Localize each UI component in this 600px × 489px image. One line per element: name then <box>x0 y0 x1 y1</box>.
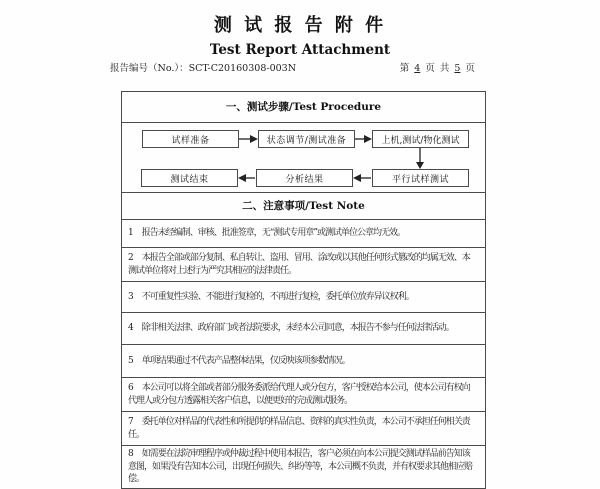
section-2-header: 二、注意事项/Test Note <box>122 192 485 219</box>
document-meta-row <box>110 60 476 74</box>
report-number-label: 报告编号（No.）： <box>110 63 189 74</box>
note-row-3 <box>122 281 485 312</box>
note-number: 6 <box>128 383 134 393</box>
page-indicator <box>399 60 476 74</box>
note-number: 5 <box>128 355 134 366</box>
flow-step-analyze-results: 分析结果 <box>256 169 353 187</box>
note-text: 不可重复性实验、不能进行复检的，不再进行复检，委托单位放弃异议权利。 <box>141 291 414 302</box>
note-content <box>128 252 476 277</box>
note-text: 本报告全部或部分复制、私自转让、盗用、冒用、涂改或以其他任何形式篡改的均属无效、本测试单位将对上述行为严究其相应的法律责任。 <box>128 253 470 276</box>
note-number: 7 <box>128 417 134 427</box>
note-content <box>128 227 476 240</box>
note-row-6 <box>122 377 485 411</box>
page-word-ye: 页 <box>425 63 435 74</box>
note-row-4 <box>122 312 485 344</box>
test-procedure-flowchart <box>122 122 485 192</box>
report-number-value: SCT-C20160308-003N <box>188 63 297 74</box>
note-number: 2 <box>128 253 134 263</box>
note-number: 1 <box>128 228 134 239</box>
note-number: 8 <box>128 449 134 459</box>
note-content <box>128 355 476 368</box>
section-1-header: 一、测试步骤/Test Procedure <box>225 101 382 113</box>
note-text: 委托单位对样品的代表性和所提供的样品信息、资料的真实性负责，本公司不承担任何相关责任。 <box>128 417 470 440</box>
flow-step-machine-test: 上机,测试/物化测试 <box>372 130 469 148</box>
note-content <box>128 382 476 407</box>
note-content <box>128 291 476 304</box>
note-row-7 <box>122 411 485 445</box>
document-title-chinese: 测 试 报 告 附 件 <box>213 15 387 36</box>
page-word-di: 第 <box>399 63 410 74</box>
page-word-ye2: 页 <box>465 63 475 74</box>
note-content <box>128 416 476 441</box>
page-word-gong: 共 <box>439 63 450 74</box>
note-text: 报告未经编制、审核、批准签章，无“测试专用章”或测试单位公章均无效。 <box>141 228 405 239</box>
note-row-5 <box>122 344 485 377</box>
note-text: 本公司可以将全部或者部分服务委派给代理人或分包方，客户授权给本公司，使本公司有权向代理人或分包方透露相关客户信息，以便更好的完成测试服务。 <box>128 383 470 406</box>
note-row-8 <box>122 445 485 488</box>
note-content <box>128 448 476 486</box>
note-text: 单项结果通过不代表产品整体结果，仅反映该项参数情况。 <box>141 355 350 366</box>
note-text: 除非相关法律、政府部门或者法院要求，未经本公司同意，本报告不参与任何法律活动。 <box>141 323 454 334</box>
note-number: 3 <box>128 291 134 302</box>
attachment-table <box>121 91 486 489</box>
note-row-2 <box>122 247 485 281</box>
note-row-1 <box>122 219 485 247</box>
note-number: 4 <box>128 323 134 334</box>
document-title-english: Test Report Attachment <box>209 42 391 58</box>
flow-step-sample-preparation: 试样准备 <box>142 130 239 148</box>
flow-step-parallel-sample-test: 平行试样测试 <box>372 169 469 187</box>
page-total: 5 <box>454 63 461 74</box>
note-content <box>128 322 476 335</box>
page-current: 4 <box>414 63 421 74</box>
report-number <box>110 60 296 74</box>
note-text: 如需要在法院审理程序或仲裁过程中使用本报告，客户必须在向本公司提交测试样品前告知该意图，如果没有告知本公司，出现任何损失、纠纷等等，本公司概不负责，并有权要求其他相应赔偿。 <box>128 449 473 484</box>
flow-step-conditioning: 状态调节/测试准备 <box>258 130 355 148</box>
flow-step-test-end: 测试结束 <box>141 169 238 187</box>
